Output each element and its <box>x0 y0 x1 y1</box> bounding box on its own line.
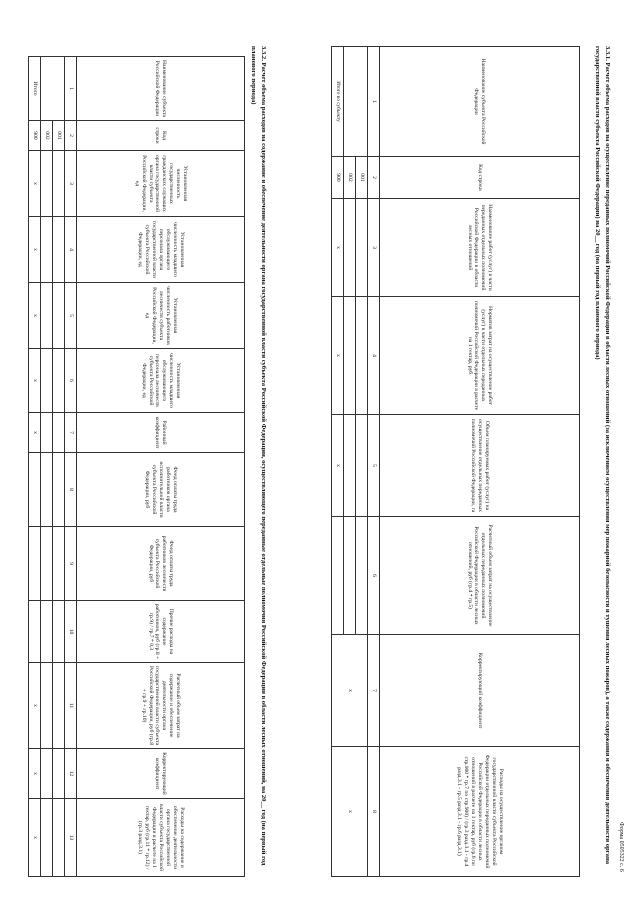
section-3-3-2-heading: 3.3.2. Расчет объема расходов на содержание и обеспечение деятельности органа государственной власти субъекта Российской Федерации, осуществляющего переданные отдельные полномочия Российской Федерации в области лесных отношений, на 20__ год (на первый год планового периода) <box>250 46 267 866</box>
value-cell: x <box>332 747 368 877</box>
col-number: 12 <box>65 749 77 799</box>
value-cell: x <box>29 151 41 217</box>
table-row <box>41 57 53 877</box>
table-row <box>356 47 368 877</box>
total-row <box>29 57 41 877</box>
value-cell <box>356 415 368 517</box>
col-number: 8 <box>65 453 77 527</box>
value-cell <box>41 663 53 749</box>
value-cell: x <box>29 413 41 453</box>
row-code: 900 <box>29 121 41 151</box>
col-header: Установленная численность младшего обслуживающего персонала лесничеств субъекта Российской Федерации, ед <box>77 349 245 413</box>
col-header: Прочие расходы на содержание работников, руб (гр.8 + гр.9) / гр.7 * 0,3 <box>77 601 245 663</box>
value-cell <box>53 663 65 749</box>
section-3-3-1-heading: 3.3.1. Расчет объема расходов на осуществление переданных полномочий Российской Федерации в области лесных отношений (за исключением осуществления мер пожарной безопасности и тушения лесных пожаров), а также содержания и обеспечения деятельности органа государственной власти субъекта Российской Федерации) на 20__ год (на первый год планового периода) <box>594 46 611 865</box>
value-cell <box>41 527 53 601</box>
col-header: Расчетный объем затрат на осуществление отдельных переданных полномочий Российской Федерации в области лесных отношений, руб (гр.4 * гр.5) <box>380 517 580 635</box>
value-cell: x <box>29 663 41 749</box>
col-header: Расходы на осуществление органом государственной власти субъекта Российской Федерации отдельных переданных полномочий Российской Федерации в области лесных отношений в расчете на 1 гектар, руб (гр.6 по стр.900 * гр.7 по стр.900) / (гр.3 разд.3.1 - гр.4 разд.3.1 - гр.5 разд.3.1 - гр.6 разд.3.1) <box>380 747 580 877</box>
value-cell <box>53 349 65 413</box>
value-cell <box>332 517 344 635</box>
value-cell: x <box>332 297 344 415</box>
value-cell <box>53 799 65 877</box>
col-number: 7 <box>368 635 380 747</box>
value-cell: x <box>29 799 41 877</box>
value-cell <box>41 151 53 217</box>
value-cell <box>356 297 368 415</box>
col-number: 7 <box>65 413 77 453</box>
col-header: Установленная численность младшего обслуживающего персонала органа государственной власти субъекта Российской Федерации, ед <box>77 217 245 283</box>
value-cell <box>41 799 53 877</box>
col-header: Код строки <box>380 157 580 199</box>
col-header: Установленная численность работников лесничеств субъекта Российской Федерации, ед <box>77 283 245 349</box>
value-cell: x <box>29 749 41 799</box>
value-cell <box>53 283 65 349</box>
value-cell <box>344 199 356 297</box>
region-name-cell <box>344 47 368 157</box>
value-cell <box>53 453 65 527</box>
col-number: 1 <box>65 57 77 121</box>
value-cell <box>344 415 356 517</box>
col-number: 2 <box>65 121 77 151</box>
col-number: 10 <box>65 601 77 663</box>
col-number: 9 <box>65 527 77 601</box>
value-cell <box>356 517 368 635</box>
value-cell <box>53 749 65 799</box>
col-header: Наименование субъекта Российской Федерации <box>77 57 245 121</box>
total-label: Итого <box>29 57 41 121</box>
section-3-3-1-table <box>331 46 580 877</box>
value-cell <box>41 453 53 527</box>
value-cell <box>41 601 53 663</box>
header-row <box>77 57 245 877</box>
col-number: 8 <box>368 747 380 877</box>
region-name-cell <box>41 57 65 121</box>
value-cell: x <box>29 283 41 349</box>
col-header: Районный коэффициент <box>77 413 245 453</box>
col-header: Установленная численность государственных гражданских служащих органа государственной власти субъекта Российской Федерации, ед <box>77 151 245 217</box>
form-reference: Форма 0505322 с. 6 <box>618 822 624 872</box>
col-number: 5 <box>368 415 380 517</box>
value-cell <box>41 749 53 799</box>
value-cell <box>53 413 65 453</box>
row-code: 002 <box>41 121 53 151</box>
value-cell <box>53 151 65 217</box>
col-header: Наименование работ (услуг) в части переданных отдельных полномочий Российской Федерации в области лесных отношений <box>380 199 580 297</box>
col-number: 4 <box>65 217 77 283</box>
col-header: Расчетный объем затрат на содержание и обеспечение деятельности органа государственной власти субъекта Российской Федерации, руб (гр.8 + гр.9 + гр.10) <box>77 663 245 749</box>
column-numbers-row <box>368 47 380 877</box>
row-code: 900 <box>332 157 344 199</box>
col-header: Фонд оплаты труда работников лесничеств субъекта Российской Федерации, руб <box>77 527 245 601</box>
value-cell: x <box>29 349 41 413</box>
value-cell <box>29 601 41 663</box>
row-code: 001 <box>356 157 368 199</box>
value-cell: x <box>332 635 368 747</box>
value-cell <box>41 283 53 349</box>
col-header: Объем планируемых работ (услуг) на осуществление отдельных переданных полномочий Российской Федерации, га <box>380 415 580 517</box>
value-cell: x <box>29 217 41 283</box>
col-header: Норматив затрат на осуществление работ (услуг) в части отдельных переданных полномочий Российской Федерации в расчете на 1 гектар, руб <box>380 297 580 415</box>
value-cell <box>29 527 41 601</box>
total-label: Итого по субъекту <box>332 47 344 157</box>
col-number: 6 <box>65 349 77 413</box>
col-header: Наименование субъекта Российской Федерации <box>380 47 580 157</box>
value-cell <box>41 349 53 413</box>
value-cell: x <box>332 199 344 297</box>
value-cell <box>344 297 356 415</box>
value-cell <box>356 199 368 297</box>
value-cell <box>53 601 65 663</box>
col-number: 4 <box>368 297 380 415</box>
col-number: 1 <box>368 47 380 157</box>
col-number: 13 <box>65 799 77 877</box>
value-cell <box>41 413 53 453</box>
col-number: 6 <box>368 517 380 635</box>
row-code: 002 <box>344 157 356 199</box>
col-header: Корректирующий коэффициент <box>77 749 245 799</box>
value-cell <box>53 217 65 283</box>
col-header: Код строки <box>77 121 245 151</box>
col-number: 2 <box>368 157 380 199</box>
col-number: 3 <box>65 151 77 217</box>
value-cell <box>41 217 53 283</box>
table-row <box>53 57 65 877</box>
row-code: 001 <box>53 121 65 151</box>
column-numbers-row <box>65 57 77 877</box>
value-cell <box>29 453 41 527</box>
value-cell <box>53 527 65 601</box>
col-header: Расходы на содержание и обеспечение деятельности органа государственной власти субъекта Российской Федерации в расчете на 1 гектар, руб (гр.11 * гр.12) / (гр.3 разд.3.1) <box>77 799 245 877</box>
col-number: 11 <box>65 663 77 749</box>
value-cell: x <box>332 415 344 517</box>
value-cell <box>344 517 356 635</box>
col-header: Корректирующий коэффициент <box>380 635 580 747</box>
col-header: Фонд оплаты труда работников органа исполнительной власти субъекта Российской Федерации, руб <box>77 453 245 527</box>
col-number: 5 <box>65 283 77 349</box>
header-row <box>380 47 580 877</box>
section-3-3-2-table <box>28 56 245 877</box>
col-number: 3 <box>368 199 380 297</box>
